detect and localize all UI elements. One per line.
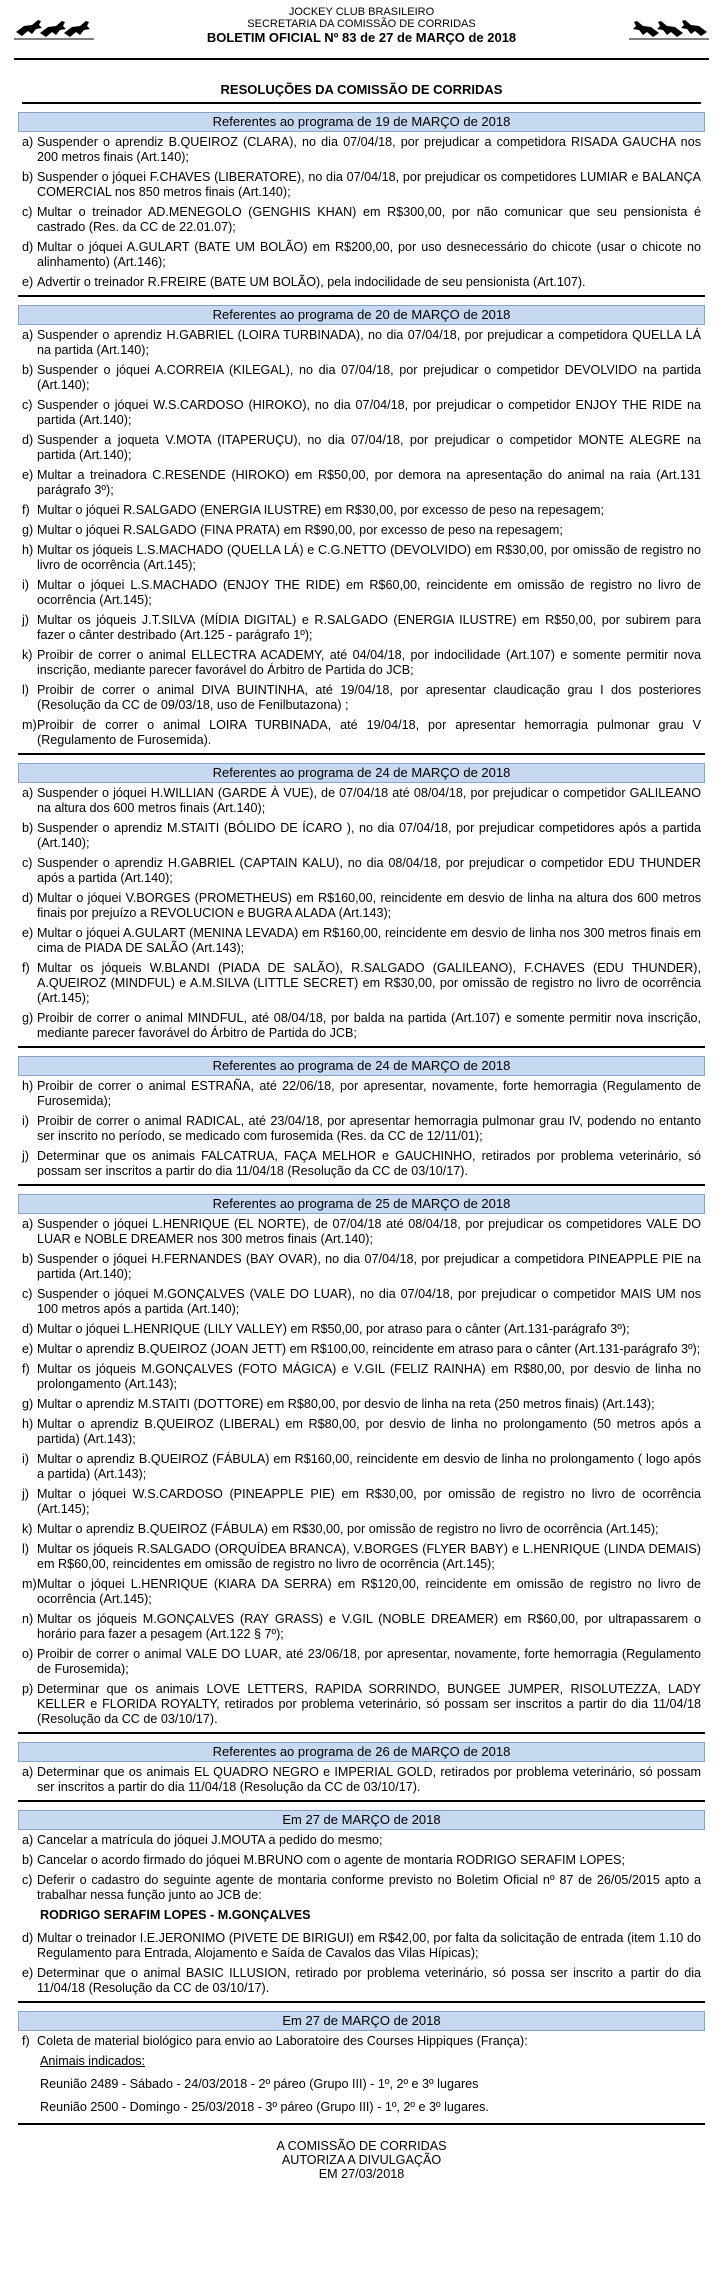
item-text: Multar os jóqueis R.SALGADO (ORQUÍDEA BRANCA), V.BORGES (FLYER BABY) e L.HENRIQUE (LINDA DEMAIS) em R$60,00, reincidentes em omissão de registro no livro de ocorrência (Art.145); — [37, 1542, 701, 1572]
item-text: Cancelar o acordo firmado do jóquei M.BRUNO com o agente de montaria RODRIGO SERAFIM LOPES; — [37, 1853, 625, 1868]
item-text: Proibir de correr o animal VALE DO LUAR, até 23/06/18, por apresentar, novamente, forte hemorragia (Regulamento de Furosemida); — [37, 1647, 701, 1677]
item-text: Multar o jóquei L.HENRIQUE (KIARA DA SERRA) em R$120,00, reincidente em omissão de registro no livro de ocorrência (Art.145); — [37, 1577, 701, 1607]
item-text: Proibir de correr o animal RADICAL, até 23/04/18, por apresentar hemorragia pulmonar grau IV, podendo no entanto ser inscrito no período, se medicado com furosemida (Res. da CC de 12/11/01); — [37, 1114, 701, 1144]
resolution-item — [22, 961, 701, 1006]
item-label: a) — [22, 1765, 34, 1780]
item-text: Advertir o treinador R.FREIRE (BATE UM BOLÃO), pela indocilidade de seu pensionista (Art.107). — [37, 275, 586, 290]
item-label: g) — [22, 1397, 34, 1412]
item-label: c) — [22, 398, 33, 413]
item-text: Multar o jóquei L.HENRIQUE (LILY VALLEY) em R$50,00, por atraso para o cânter (Art.131-parágrafo 3º); — [37, 1322, 630, 1337]
item-label: b) — [22, 1853, 34, 1868]
resolution-item — [22, 1966, 701, 1996]
item-text: Determinar que os animais LOVE LETTERS, RAPIDA SORRINDO, BUNGEE JUMPER, RISOLUTEZZA, LADY KELLER e FLORIDA ROYALTY, retirados por problema veterinário, só possam ser inscritos a partir do dia 11/04/18 (Resolução da CC de 03/10/17). — [37, 1682, 701, 1727]
item-label: c) — [22, 1287, 33, 1302]
item-label: b) — [22, 170, 34, 185]
item-label: d) — [22, 433, 34, 448]
item-label: f) — [22, 2034, 30, 2049]
section — [18, 1056, 705, 1186]
item-label: h) — [22, 543, 34, 558]
section — [18, 1194, 705, 1734]
item-label: g) — [22, 523, 34, 538]
item-text: Multar o aprendiz B.QUEIROZ (FÁBULA) em R$160,00, reincidente em desvio de linha no prolongamento ( logo após a partida) (Art.143); — [37, 1452, 701, 1482]
item-text: Multar os jóqueis J.T.SILVA (MÍDIA DIGITAL) e R.SALGADO (ENERGIA ILUSTRE) em R$50,00, por subirem para fazer o cânter destribado (Art.125 - parágrafo 1º); — [37, 613, 701, 643]
section-rule — [18, 1046, 705, 1048]
item-label: d) — [22, 891, 34, 906]
item-text: Multar o treinador AD.MENEGOLO (GENGHIS KHAN) em R$300,00, por não comunicar que seu pensionista é castrado (Res. da CC de 22.01.07); — [37, 205, 701, 235]
item-label: m) — [22, 1577, 37, 1592]
resolution-item — [22, 433, 701, 463]
resolution-item — [22, 398, 701, 428]
item-label: p) — [22, 1682, 34, 1697]
resolution-item — [22, 891, 701, 921]
item-text: Multar a treinadora C.RESENDE (HIROKO) em R$50,00, por demora na apresentação do animal na raia (Art.131 parágrafo 3º); — [37, 468, 701, 498]
item-text: Deferir o cadastro do seguinte agente de montaria conforme previsto no Boletim Oficial nº 87 de 26/05/2015 apto a trabalhar nessa função junto ao JCB de: — [37, 1873, 701, 1903]
resolution-item — [22, 578, 701, 608]
item-label: e) — [22, 1966, 34, 1981]
item-text: Suspender o jóquei F.CHAVES (LIBERATORE), no dia 07/04/18, por prejudicar os competidores LUMIAR e BALANÇA COMERCIAL nos 850 metros finais (Art.140); — [37, 170, 701, 200]
club-name: JOCKEY CLUB BRASILEIRO — [288, 6, 435, 18]
resolution-item — [22, 1647, 701, 1677]
item-label: a) — [22, 786, 34, 801]
item-label: f) — [22, 503, 30, 518]
item-text: Multar o jóquei R.SALGADO (FINA PRATA) em R$90,00, por excesso de peso na repesagem; — [37, 523, 563, 538]
resolution-item — [22, 1682, 701, 1727]
resolution-item — [22, 1397, 701, 1412]
header — [0, 0, 723, 68]
resolution-item — [22, 1252, 701, 1282]
resolution-item — [22, 926, 701, 956]
item-text: Multar os jóqueis M.GONÇALVES (RAY GRASS) e V.GIL (NOBLE DREAMER) em R$60,00, por ultrapassarem o horário para fazer a pesagem (Art.122 § 7º); — [37, 1612, 701, 1642]
item-label: a) — [22, 328, 34, 343]
item-label: d) — [22, 1931, 34, 1946]
resolution-item — [22, 1011, 701, 1041]
resolution-item — [22, 648, 701, 678]
section-rule — [18, 1184, 705, 1186]
item-label: l) — [22, 683, 29, 698]
resolution-item — [22, 1577, 701, 1607]
item-text: Suspender o aprendiz M.STAITI (BÓLIDO DE ÍCARO ), no dia 07/04/18, por prejudicar competidores após a partida (Art.140); — [37, 821, 701, 851]
resolution-item — [22, 786, 701, 816]
item-text: Multar os jóqueis W.BLANDI (PIADA DE SALÃO), R.SALGADO (GALILEANO), F.CHAVES (EDU THUNDER), A.QUEIROZ (MINDFUL) e A.M.SILVA (LITTLE SECRET) em R$30,00, por omissão de registro no livro de ocorrência (Art.145); — [37, 961, 701, 1006]
item-text: Suspender o jóquei L.HENRIQUE (EL NORTE), de 07/04/18 até 08/04/18, por prejudicar os competidores VALE DO LUAR e NOBLE DREAMER nos 300 metros finais (Art.140); — [37, 1217, 701, 1247]
resolution-item — [22, 1149, 701, 1179]
item-text: Multar o jóquei V.BORGES (PROMETHEUS) em R$160,00, reincidente em desvio de linha na altura dos 600 metros finais por prejuízo a REVOLUCION e BUGRA ALADA (Art.143); — [37, 891, 701, 921]
item-text: Multar o aprendiz B.QUEIROZ (LIBERAL) em R$80,00, por desvio de linha no prolongamento (50 metros após a partida) (Art.143); — [37, 1417, 701, 1447]
item-label: e) — [22, 275, 34, 290]
resolution-item — [22, 468, 701, 498]
section-heading: Referentes ao programa de 24 de MARÇO de 2018 — [18, 763, 705, 783]
item-label: c) — [22, 856, 33, 871]
item-text: Suspender o aprendiz H.GABRIEL (LOIRA TURBINADA), no dia 07/04/18, por prejudicar a competidora QUELLA LÁ na partida (Art.140); — [37, 328, 701, 358]
resolution-item — [22, 205, 701, 235]
item-text: Proibir de correr o animal ELLECTRA ACADEMY, até 04/04/18, por indocilidade (Art.107) e somente permitir nova inscrição, mediante parecer favorável do Árbitro de Partida do JCB; — [37, 648, 701, 678]
item-label: c) — [22, 1873, 33, 1888]
item-text: Multar o jóquei W.S.CARDOSO (PINEAPPLE PIE) em R$30,00, por omissão de registro no livro de ocorrência (Art.145); — [37, 1487, 701, 1517]
resolution-item — [22, 1452, 701, 1482]
bulletin-title: BOLETIM OFICIAL Nº 83 de 27 de MARÇO de 2018 — [206, 30, 517, 45]
item-label: b) — [22, 821, 34, 836]
main-title: RESOLUÇÕES DA COMISSÃO DE CORRIDAS — [22, 82, 701, 104]
resolution-item — [22, 1931, 701, 1961]
horses-left-icon — [14, 14, 94, 40]
item-text: Suspender o jóquei H.FERNANDES (BAY OVAR), no dia 07/04/18, por prejudicar a competidora PINEAPPLE PIE na partida (Art.140); — [37, 1252, 701, 1282]
item-label: l) — [22, 1542, 29, 1557]
item-label: n) — [22, 1612, 34, 1627]
item-label: k) — [22, 1522, 33, 1537]
section-rule — [18, 1732, 705, 1734]
item-text: Determinar que os animais EL QUADRO NEGRO e IMPERIAL GOLD, retirados por problema veterinário, só possam ser inscritos a partir do dia 11/04/18 (Resolução da CC de 03/10/17). — [37, 1765, 701, 1795]
footer-line-2: AUTORIZA A DIVULGAÇÃO — [281, 2153, 442, 2168]
section-rule — [18, 295, 705, 297]
resolution-item — [22, 240, 701, 270]
resolution-item — [22, 1853, 701, 1868]
item-text: Multar o aprendiz B.QUEIROZ (FÁBULA) em R$30,00, por omissão de registro no livro de ocorrência (Art.145); — [37, 1522, 659, 1537]
item-label: i) — [22, 1452, 29, 1467]
resolution-item — [22, 275, 701, 290]
section — [18, 763, 705, 1048]
resolution-item — [22, 1612, 701, 1642]
item-label: j) — [22, 1149, 29, 1164]
section — [18, 1810, 705, 2003]
section-heading: Referentes ao programa de 26 de MARÇO de 2018 — [18, 1742, 705, 1762]
animals-heading: Animais indicados: — [40, 2054, 145, 2069]
section-rule — [18, 1800, 705, 1802]
horses-right-icon — [629, 14, 709, 40]
item-label: g) — [22, 1011, 34, 1026]
footer — [0, 2139, 723, 2181]
section-heading: Em 27 de MARÇO de 2018 — [18, 1810, 705, 1830]
resolution-item — [22, 856, 701, 886]
item-label: e) — [22, 1342, 34, 1357]
animals-block — [40, 2054, 701, 2115]
section — [18, 2011, 705, 2125]
item-text: Proibir de correr o animal DIVA BUINTINHA, até 19/04/18, por apresentar claudicação grau I dos posteriores (Resolução da CC de 09/03/18, uso de Fenilbutazona) ; — [37, 683, 701, 713]
item-label: h) — [22, 1079, 34, 1094]
item-text: Proibir de correr o animal MINDFUL, até 08/04/18, por balda na partida (Art.107) e somente permitir nova inscrição, mediante parecer favorável do Árbitro de Partida do JCB; — [37, 1011, 701, 1041]
resolution-item — [22, 1522, 701, 1537]
footer-line-1: A COMISSÃO DE CORRIDAS — [276, 2139, 447, 2154]
item-label: h) — [22, 1417, 34, 1432]
resolution-item — [22, 1417, 701, 1447]
section-rule — [18, 753, 705, 755]
footer-line-3: EM 27/03/2018 — [318, 2167, 405, 2182]
header-rule — [14, 58, 709, 60]
item-label: c) — [22, 205, 33, 220]
item-text: Suspender o jóquei H.WILLIAN (GARDE À VUE), de 07/04/18 até 08/04/18, por prejudicar o competidor GALILEANO na altura dos 600 metros finais (Art.140); — [37, 786, 701, 816]
item-text: Suspender a joqueta V.MOTA (ITAPERUÇU), no dia 07/04/18, por prejudicar o competidor MONTE ALEGRE na partida (Art.140); — [37, 433, 701, 463]
item-text: Cancelar a matrícula do jóquei J.MOUTA a pedido do mesmo; — [37, 1833, 383, 1848]
section — [18, 305, 705, 755]
resolution-item — [22, 821, 701, 851]
item-text: Multar o jóquei L.S.MACHADO (ENJOY THE RIDE) em R$60,00, reincidente em omissão de registro no livro de ocorrência (Art.145); — [37, 578, 701, 608]
resolution-item — [22, 1079, 701, 1109]
item-text: Multar os jóqueis L.S.MACHADO (QUELLA LÁ) e C.G.NETTO (DEVOLVIDO) em R$30,00, por omissão de registro no livro de ocorrência (Art.145); — [37, 543, 701, 573]
item-text: Multar o jóquei R.SALGADO (ENERGIA ILUSTRE) em R$30,00, por excesso de peso na repesagem; — [37, 503, 604, 518]
item-label: m) — [22, 718, 37, 733]
item-text: Suspender o jóquei W.S.CARDOSO (HIROKO), no dia 07/04/18, por prejudicar o competidor ENJOY THE RIDE na partida (Art.140); — [37, 398, 701, 428]
item-text: Suspender o aprendiz B.QUEIROZ (CLARA), no dia 07/04/18, por prejudicar a competidora RISADA GAUCHA nos 200 metros finais (Art.140); — [37, 135, 701, 165]
section — [18, 1742, 705, 1802]
secretariat-name: SECRETARIA DA COMISSÃO DE CORRIDAS — [247, 18, 476, 30]
item-text: Coleta de material biológico para envio ao Laboratoire des Courses Hippiques (França): — [37, 2034, 528, 2049]
item-text: Multar o jóquei A.GULART (BATE UM BOLÃO) em R$200,00, por uso desnecessário do chicote (usar o chicote no alinhamento) (Art.146); — [37, 240, 701, 270]
item-text: Multar o jóquei A.GULART (MENINA LEVADA) em R$160,00, reincidente em desvio de linha nos 300 metros finais em cima de PIADA DE SALÃO (Art.143); — [37, 926, 701, 956]
item-label: i) — [22, 578, 29, 593]
sections-container — [0, 112, 723, 2125]
item-label: f) — [22, 1362, 30, 1377]
resolution-item — [22, 1342, 701, 1357]
section-rule — [18, 2001, 705, 2003]
item-label: o) — [22, 1647, 34, 1662]
item-text: Proibir de correr o animal LOIRA TURBINADA, até 19/04/18, por apresentar hemorragia pulmonar grau V (Regulamento de Furosemida). — [37, 718, 701, 748]
item-label: b) — [22, 1252, 34, 1267]
resolution-item — [22, 1873, 701, 1903]
resolution-item — [22, 170, 701, 200]
item-text: Multar o aprendiz M.STAITI (DOTTORE) em R$80,00, por desvio de linha na reta (250 metros finais) (Art.143); — [37, 1397, 655, 1412]
resolution-item — [22, 523, 701, 538]
animal-entry: Reunião 2500 - Domingo - 25/03/2018 - 3º páreo (Grupo III) - 1º, 2º e 3º lugares. — [40, 2100, 489, 2115]
resolution-item — [22, 1487, 701, 1517]
agent-note-block — [40, 1908, 701, 1923]
resolution-item — [22, 503, 701, 518]
resolution-item — [22, 1322, 701, 1337]
item-label: d) — [22, 1322, 34, 1337]
section-heading: Referentes ao programa de 20 de MARÇO de 2018 — [18, 305, 705, 325]
section-heading: Referentes ao programa de 24 de MARÇO de 2018 — [18, 1056, 705, 1076]
item-text: Determinar que os animais FALCATRUA, FAÇA MELHOR e GAUCHINHO, retirados por problema veterinário, só possam ser inscritos a partir do dia 11/04/18 (Resolução da CC de 03/10/17). — [37, 1149, 701, 1179]
resolution-item — [22, 1765, 701, 1795]
item-text: Proibir de correr o animal ESTRAÑA, até 22/06/18, por apresentar, novamente, forte hemorragia (Regulamento de Furosemida); — [37, 1079, 701, 1109]
item-text: Multar os jóqueis M.GONÇALVES (FOTO MÁGICA) e V.GIL (FELIZ RAINHA) em R$80,00, por desvio de linha no prolongamento (Art.143); — [37, 1362, 701, 1392]
resolution-item — [22, 1362, 701, 1392]
item-label: a) — [22, 1833, 34, 1848]
agent-note: RODRIGO SERAFIM LOPES - M.GONÇALVES — [40, 1908, 311, 1923]
item-text: Suspender o jóquei A.CORREIA (KILEGAL), no dia 07/04/18, por prejudicar o competidor DEVOLVIDO na partida (Art.140); — [37, 363, 701, 393]
section — [18, 112, 705, 297]
item-label: a) — [22, 1217, 34, 1232]
item-label: a) — [22, 135, 34, 150]
item-label: d) — [22, 240, 34, 255]
item-label: f) — [22, 961, 30, 976]
resolution-item — [22, 1114, 701, 1144]
resolution-item — [22, 363, 701, 393]
resolution-item — [22, 1542, 701, 1572]
item-text: Multar o aprendiz B.QUEIROZ (JOAN JETT) em R$100,00, reincidente em atraso para o cânter (Art.131-parágrafo 3º); — [37, 1342, 701, 1357]
resolution-item — [22, 1833, 701, 1848]
resolution-item — [22, 718, 701, 748]
resolution-item — [22, 1217, 701, 1247]
resolution-item — [22, 2034, 701, 2049]
item-label: j) — [22, 1487, 29, 1502]
section-heading: Referentes ao programa de 19 de MARÇO de 2018 — [18, 112, 705, 132]
resolution-item — [22, 613, 701, 643]
resolution-item — [22, 543, 701, 573]
item-label: b) — [22, 363, 34, 378]
item-label: i) — [22, 1114, 29, 1129]
item-text: Multar o treinador I.E.JERONIMO (PIVETE DE BIRIGUI) em R$42,00, por falta da solicitação de entrada (item 1.10 do Regulamento para Entrada, Alojamento e Saída de Cavalos das Vilas Hípicas); — [37, 1931, 701, 1961]
item-label: k) — [22, 648, 33, 663]
item-text: Determinar que o animal BASIC ILLUSION, retirado por problema veterinário, só possa ser inscrito a partir do dia 11/04/18 (Resolução da CC de 03/10/17). — [37, 1966, 701, 1996]
resolution-item — [22, 328, 701, 358]
item-label: e) — [22, 926, 34, 941]
resolution-item — [22, 683, 701, 713]
section-heading: Em 27 de MARÇO de 2018 — [18, 2011, 705, 2031]
animal-entry: Reunião 2489 - Sábado - 24/03/2018 - 2º páreo (Grupo III) - 1º, 2º e 3º lugares — [40, 2077, 479, 2092]
resolution-item — [22, 135, 701, 165]
item-label: e) — [22, 468, 34, 483]
section-heading: Referentes ao programa de 25 de MARÇO de 2018 — [18, 1194, 705, 1214]
item-text: Suspender o jóquei M.GONÇALVES (VALE DO LUAR), no dia 07/04/18, por prejudicar o competidor MAIS UM nos 100 metros após a partida (Art.140); — [37, 1287, 701, 1317]
resolution-item — [22, 1287, 701, 1317]
section-rule — [18, 2123, 705, 2125]
item-text: Suspender o aprendiz H.GABRIEL (CAPTAIN KALU), no dia 08/04/18, por prejudicar o competidor EDU THUNDER após a partida (Art.140); — [37, 856, 701, 886]
item-label: j) — [22, 613, 29, 628]
